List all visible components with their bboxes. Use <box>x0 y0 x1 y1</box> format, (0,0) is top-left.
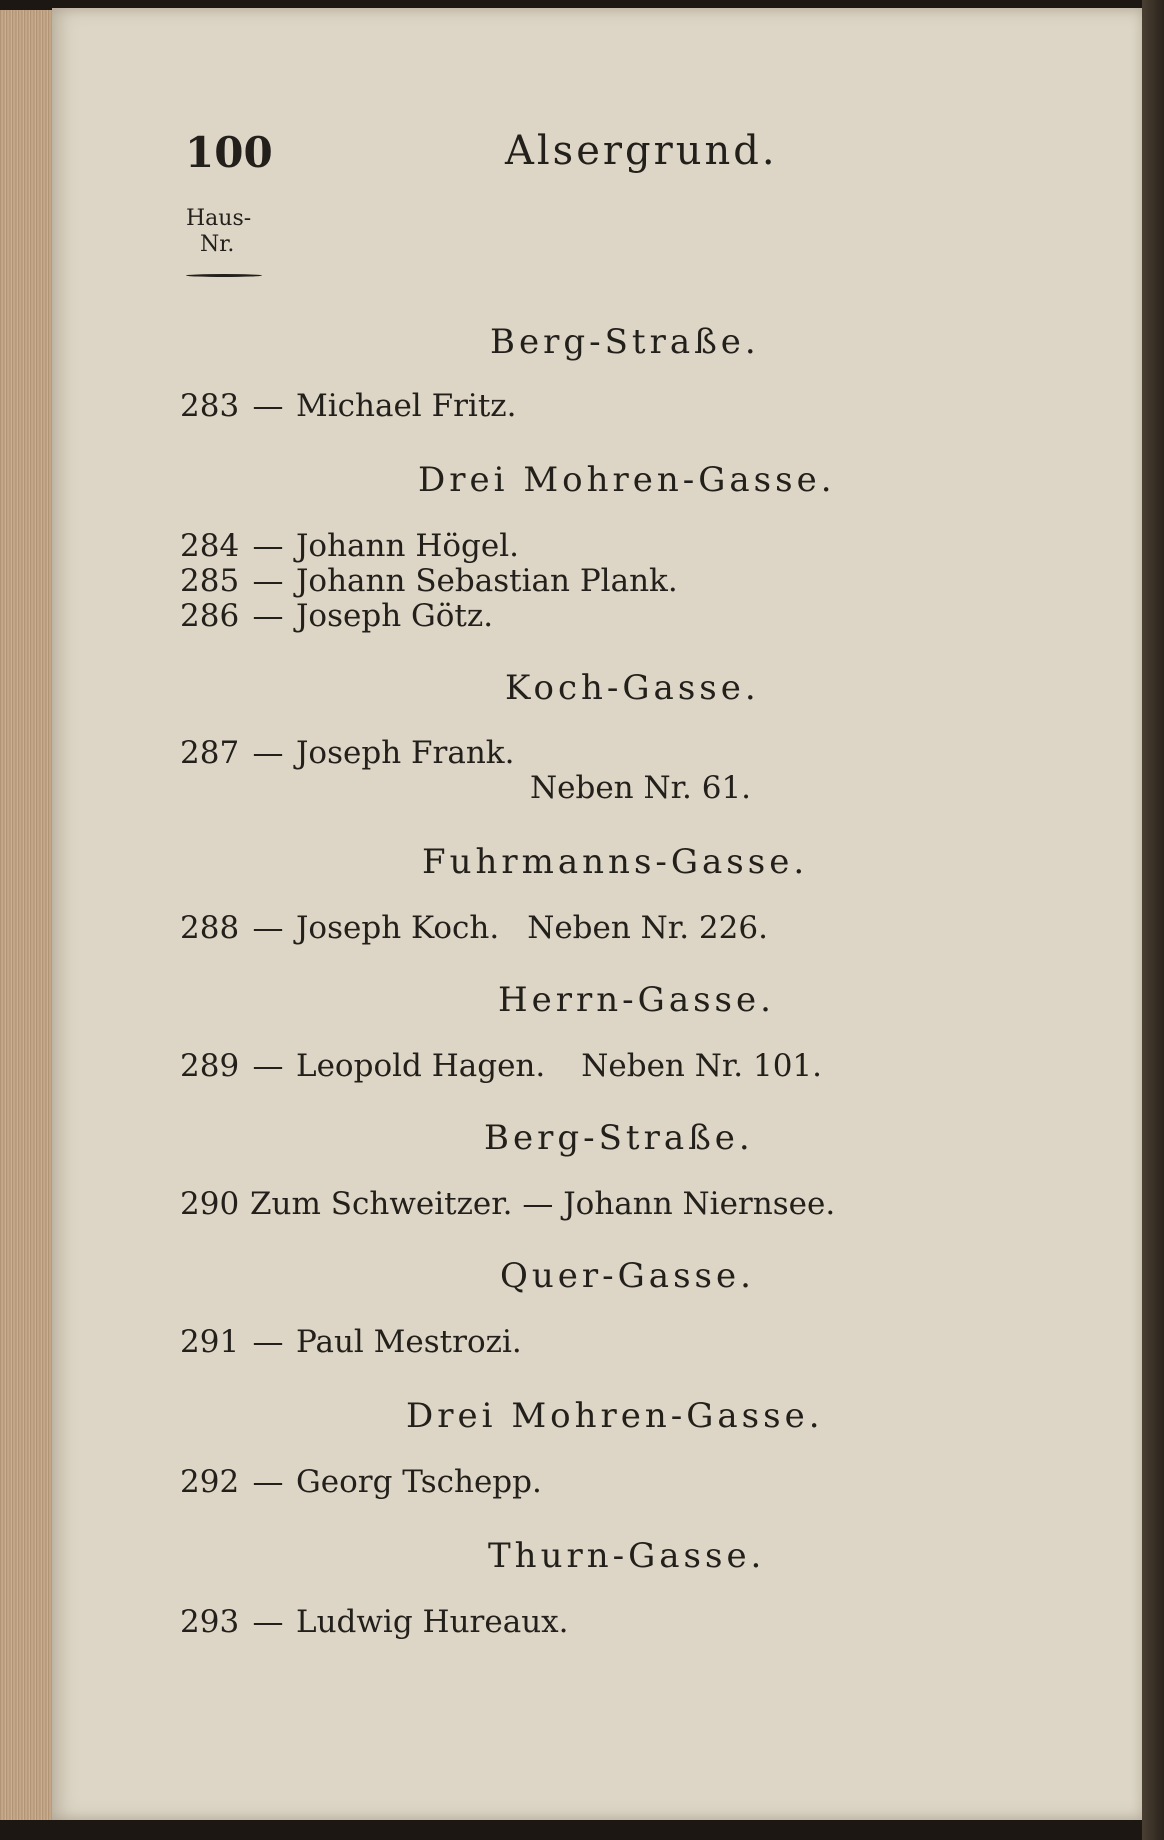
list-item <box>180 388 516 424</box>
separator: — <box>252 528 284 564</box>
separator: — <box>252 735 284 771</box>
list-item <box>180 1048 822 1084</box>
separator: — <box>252 910 284 946</box>
section-heading: Drei Mohren-Gasse. <box>418 460 836 500</box>
house-number: 291 <box>180 1324 240 1360</box>
section-heading: Berg-Straße. <box>490 322 760 362</box>
list-item <box>180 528 519 564</box>
column-label-line2: Nr. <box>200 232 235 257</box>
section-heading: Berg-Straße. <box>484 1118 754 1158</box>
section-heading: Drei Mohren-Gasse. <box>406 1396 824 1436</box>
resident-name: Zum Schweitzer. — Johann Niernsee. <box>250 1186 836 1222</box>
resident-name: Ludwig Hureaux. <box>296 1604 569 1640</box>
resident-name: Johann Högel. <box>296 528 519 564</box>
entry-note: Neben Nr. 101. <box>581 1048 822 1084</box>
list-item <box>180 1464 542 1500</box>
house-number: 284 <box>180 528 240 564</box>
list-item <box>180 1324 522 1360</box>
house-number: 289 <box>180 1048 240 1084</box>
list-item <box>180 1604 569 1640</box>
section-heading: Herrn-Gasse. <box>498 980 775 1020</box>
resident-name: Joseph Koch. <box>296 910 500 946</box>
separator: — <box>252 598 284 634</box>
resident-name: Leopold Hagen. <box>296 1048 546 1084</box>
column-label-line1: Haus- <box>186 206 252 231</box>
house-number: 285 <box>180 563 240 599</box>
column-label <box>186 206 251 258</box>
separator: — <box>252 1464 284 1500</box>
house-number: 293 <box>180 1604 240 1640</box>
resident-name: Joseph Frank. <box>296 735 515 771</box>
page-stack-edge <box>0 10 60 1820</box>
separator: — <box>252 1604 284 1640</box>
binding-edge <box>1142 0 1164 1840</box>
resident-name: Michael Fritz. <box>296 388 517 424</box>
list-item <box>180 1186 835 1222</box>
entry-note: Neben Nr. 226. <box>527 910 768 946</box>
separator: — <box>252 1048 284 1084</box>
resident-name: Johann Sebastian Plank. <box>296 563 678 599</box>
running-head: Alsergrund. <box>505 128 778 174</box>
separator: — <box>252 1324 284 1360</box>
house-number: 283 <box>180 388 240 424</box>
column-label-rule <box>186 274 262 277</box>
list-item <box>180 563 678 599</box>
list-item <box>180 598 493 634</box>
section-heading: Koch-Gasse. <box>505 668 760 708</box>
resident-name: Joseph Götz. <box>296 598 494 634</box>
separator: — <box>252 388 284 424</box>
house-number: 286 <box>180 598 240 634</box>
section-heading: Quer-Gasse. <box>500 1256 755 1296</box>
house-number: 287 <box>180 735 240 771</box>
list-item <box>180 910 768 946</box>
section-heading: Fuhrmanns-Gasse. <box>422 842 809 882</box>
section-heading: Thurn-Gasse. <box>488 1536 766 1576</box>
page-number: 100 <box>185 128 273 177</box>
list-item <box>180 735 514 771</box>
house-number: 292 <box>180 1464 240 1500</box>
house-number: 288 <box>180 910 240 946</box>
separator: — <box>252 563 284 599</box>
house-number: 290 <box>180 1186 240 1222</box>
resident-name: Paul Mestrozi. <box>296 1324 522 1360</box>
resident-name: Georg Tschepp. <box>296 1464 542 1500</box>
entry-note: Neben Nr. 61. <box>530 770 752 806</box>
